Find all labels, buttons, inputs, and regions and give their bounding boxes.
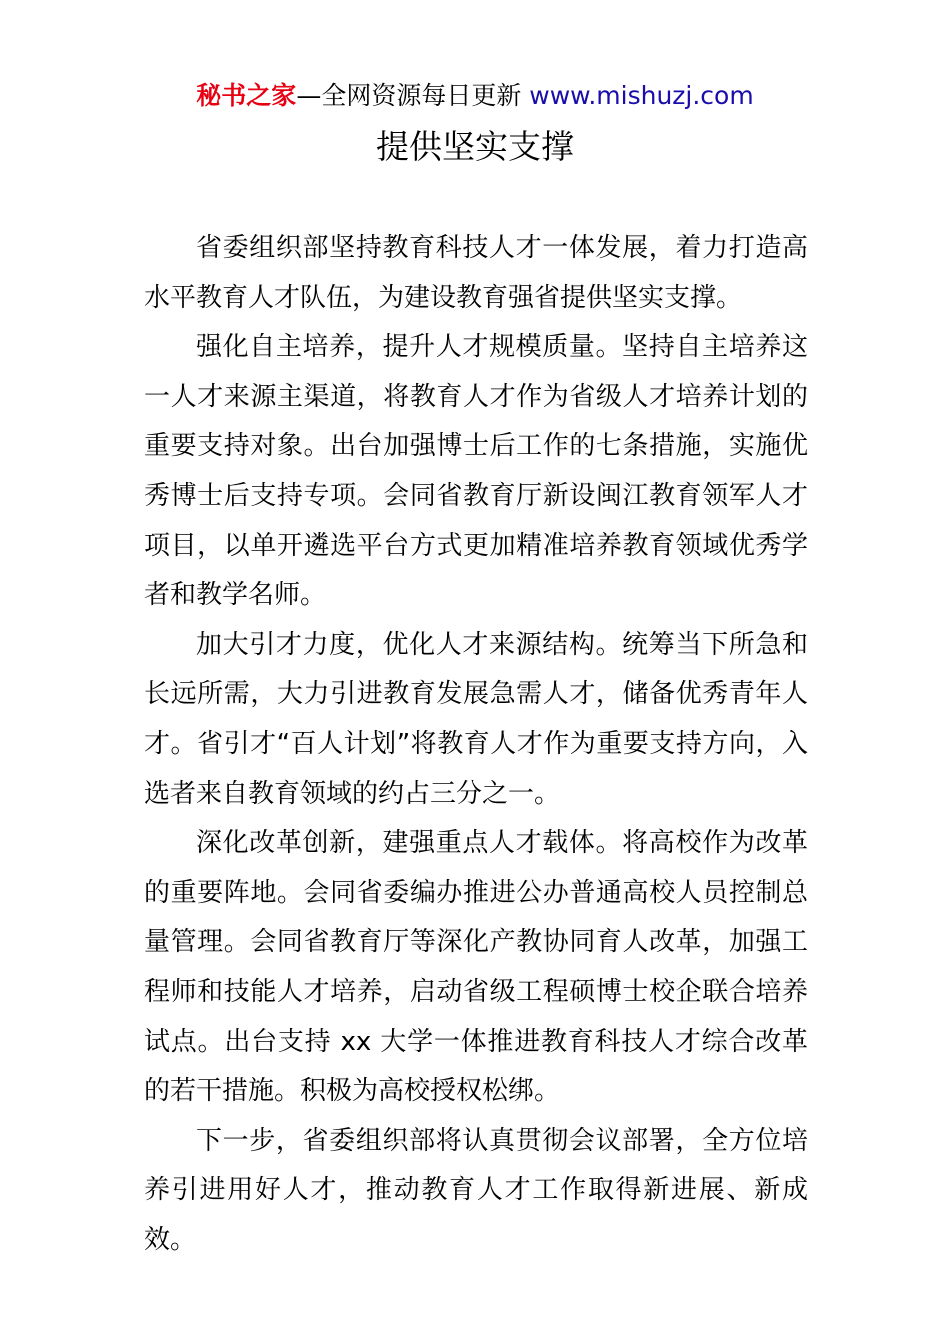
site-header — [0, 80, 950, 112]
header-tagline: —全网资源每日更新 — [296, 81, 522, 110]
paragraph-recruitment: 加大引才力度，优化人才来源结构。统筹当下所急和长远所需，大力引进教育发展急需人才，储备优秀青年人才。省引才“百人计划”将教育人才作为重要支持方向，入选者来自教育领域的约占三分之一。 — [144, 629, 808, 809]
paragraph-cultivation: 强化自主培养，提升人才规模质量。坚持自主培养这一人才来源主渠道，将教育人才作为省级人才培养计划的重要支持对象。出台加强博士后工作的七条措施，实施优秀博士后支持专项。会同省教育厅新设闽江教育领军人才项目，以单开遴选平台方式更加精准培养教育领域优秀学者和教学名师。 — [144, 332, 808, 611]
site-url-link[interactable]: www.mishuzj.com — [529, 81, 754, 110]
paragraph-reform: 深化改革创新，建强重点人才载体。将高校作为改革的重要阵地。会同省委编办推进公办普通高校人员控制总量管理。会同省教育厅等深化产教协同育人改革，加强工程师和技能人才培养，启动省级工程硕博士校企联合培养试点。出台支持 xx 大学一体推进教育科技人才综合改革的若干措施。积极为高校授权松绑。 — [144, 828, 808, 1107]
brand-name: 秘书之家 — [196, 81, 297, 110]
paragraph-intro: 省委组织部坚持教育科技人才一体发展，着力打造高水平教育人才队伍，为建设教育强省提供坚实支撑。 — [144, 233, 808, 313]
document-title: 提供坚实支撑 — [376, 127, 574, 166]
document-body — [144, 224, 808, 1265]
paragraph-next-steps: 下一步，省委组织部将认真贯彻会议部署，全方位培养引进用好人才，推动教育人才工作取得新进展、新成效。 — [144, 1125, 808, 1255]
